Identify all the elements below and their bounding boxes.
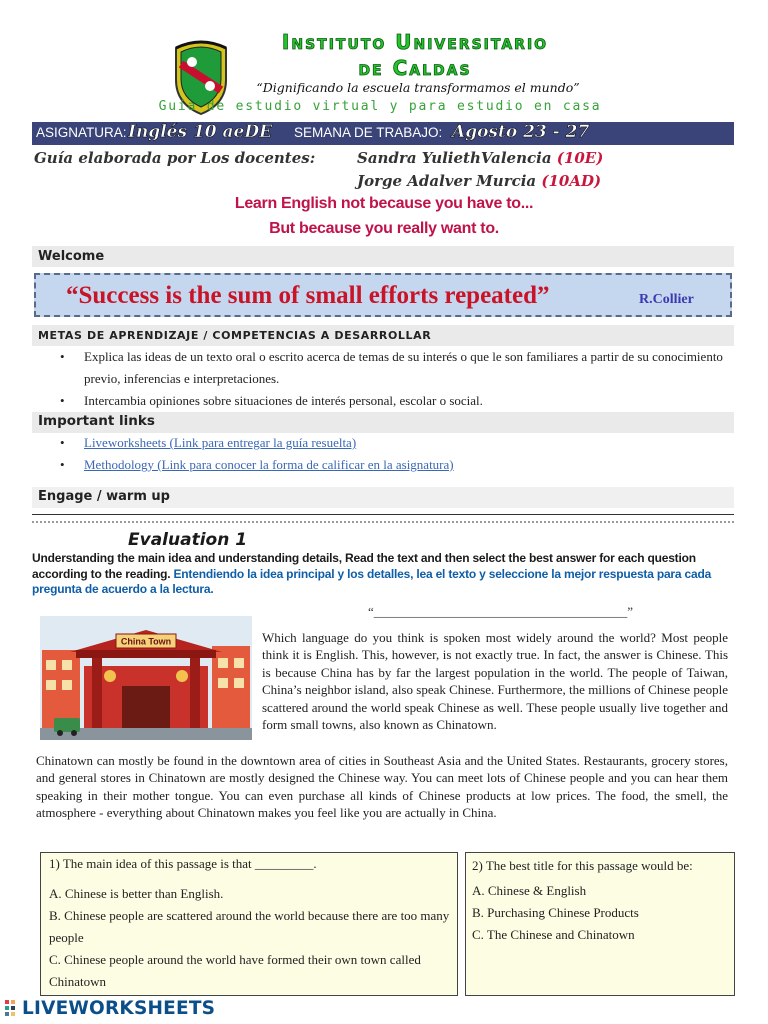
liveworksheets-brand: LIVEWORKSHEETS xyxy=(22,998,216,1019)
chinatown-illustration xyxy=(40,616,252,740)
quote-author: R.Collier xyxy=(639,292,694,307)
evaluation-title: Evaluation 1 xyxy=(128,530,248,550)
teacher-1-name: Sandra YuliethValencia xyxy=(357,149,552,167)
teacher-2 xyxy=(357,172,601,190)
guide-subtitle: Guía de estudio virtual y para estudio en casa xyxy=(158,99,602,114)
dotted-divider xyxy=(32,521,734,523)
question-2-box xyxy=(465,852,735,996)
question-2-option-c[interactable]: C. The Chinese and Chinatown xyxy=(472,927,635,942)
question-2-option-b[interactable]: B. Purchasing Chinese Products xyxy=(472,905,639,920)
links-list xyxy=(60,432,720,476)
question-1-option-b[interactable]: B. Chinese people are scattered around the world because there are too many people xyxy=(49,908,450,945)
engage-heading: Engage / warm up xyxy=(32,487,734,508)
goals-heading: METAS DE APRENDIZAJE / COMPETENCIAS A DESARROLLAR xyxy=(32,325,734,346)
instructions-spanish: Entendiendo la idea principal y los detalles, lea el texto y seleccione la mejor respuesta para cada pregunta de acuerdo a la lectura. xyxy=(32,566,712,596)
link-item-methodology xyxy=(60,454,720,476)
subject-bar xyxy=(32,122,734,145)
question-1-prompt: 1) The main idea of this passage is that _________. xyxy=(49,856,317,871)
goals-list xyxy=(60,346,736,412)
goal-item: • Intercambia opiniones sobre situaciones de interés personal, escolar o social. xyxy=(60,390,736,412)
section-divider xyxy=(32,514,734,515)
motto-line2: But because you really want to. xyxy=(269,220,499,237)
question-1-box xyxy=(40,852,458,996)
title-blank: “_______________________________________” xyxy=(368,604,634,619)
week-label: SEMANA DE TRABAJO: xyxy=(294,125,443,140)
institution-name-line2: de Caldas xyxy=(358,56,472,80)
instructions xyxy=(32,551,734,598)
quote-text: “Success is the sum of small efforts repeated” xyxy=(66,282,550,309)
links-heading: Important links xyxy=(32,412,734,433)
reading-paragraph-1: Which language do you think is spoken most widely around the world? Most people think it is English. This, however, is not exactly true. In fact, the answer is Chinese. This is because China has by far the largest population in the world. The people of Taiwan, China’s neighbor island, also speak Chinese. Furthermore, the millions of Chinese people scattered around the world speak Chinese as well. These people usually live together and form small towns, also known as Chinatown. xyxy=(262,630,728,733)
liveworksheets-link[interactable]: Liveworksheets (Link para entregar la guía resuelta) xyxy=(84,435,357,450)
question-1-option-c[interactable]: C. Chinese people around the world have formed their own town called Chinatown xyxy=(49,952,421,989)
teacher-1 xyxy=(357,149,603,167)
teachers-label: Guía elaborada por Los docentes: xyxy=(34,149,316,167)
instructions-english: Understanding the main idea and understanding details, Read the text and then select the best answer for each question according to the reading. xyxy=(32,551,696,581)
welcome-heading: Welcome xyxy=(32,246,734,267)
teacher-1-group: (10E) xyxy=(556,149,604,167)
reading-paragraph-2: Chinatown can mostly be found in the downtown area of cities in Southeast Asia and the United States. Restaurants, grocery stores, and general stores in Chinatown are mostly designed the Chinese way. You can meet lots of Chinese people and you can hear them speaking in their mother tongue. You can even purchase all kinds of Chinese products at low prices. The food, the smell, the atmosphere - everything about Chinatown makes you feel like you are actually in China. xyxy=(36,753,728,821)
goal-item: • Explica las ideas de un texto oral o escrito acerca de temas de su interés o que le son familiares a partir de su conocimiento previo, inferencias e interpretaciones. xyxy=(60,346,736,390)
question-2-option-a[interactable]: A. Chinese & English xyxy=(472,883,587,898)
question-2-prompt: 2) The best title for this passage would be: xyxy=(472,858,693,873)
slogan: “Dignificando la escuela transformamos el mundo” xyxy=(256,80,580,95)
subject-value: Inglés 10 aeDE xyxy=(128,122,273,142)
subject-label: ASIGNATURA: xyxy=(36,125,127,140)
chinatown-sign-text: China Town xyxy=(120,636,172,647)
motto-line1: Learn English not because you have to... xyxy=(234,195,534,212)
link-item-liveworksheets xyxy=(60,432,720,454)
methodology-link[interactable]: Methodology (Link para conocer la forma de calificar en la asignatura) xyxy=(84,457,454,472)
quote-box xyxy=(34,273,732,317)
week-value: Agosto 23 - 27 xyxy=(452,122,590,142)
teacher-2-group: (10AD) xyxy=(541,172,602,190)
institution-name-line1: Instituto Universitario xyxy=(281,30,549,54)
teacher-2-name: Jorge Adalver Murcia xyxy=(357,172,537,190)
liveworksheets-logo-icon xyxy=(4,996,22,1022)
question-1-option-a[interactable]: A. Chinese is better than English. xyxy=(49,886,224,901)
